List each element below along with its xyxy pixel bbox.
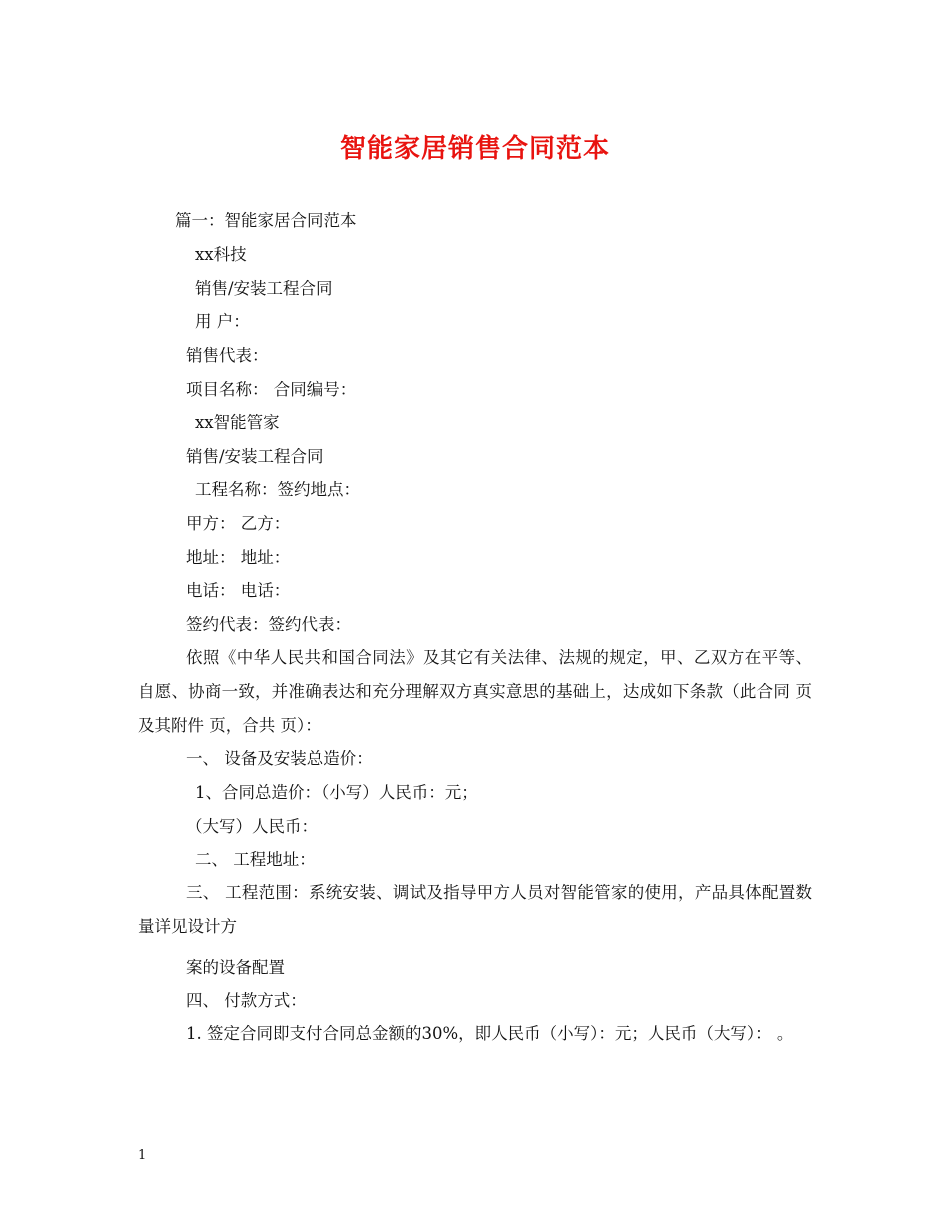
scope-continuation: 案的设备配置	[186, 958, 285, 977]
parties-field: 甲方： 乙方：	[186, 514, 291, 533]
phone-field: 电话： 电话：	[186, 581, 291, 600]
section-2-heading: 二、 工程地址：	[195, 850, 316, 869]
section-1-item-1: 1、合同总造价：（小写）人民币：元；	[195, 783, 478, 802]
contract-type-line: 销售/安装工程合同	[195, 279, 333, 298]
company-line: xx科技	[195, 245, 247, 264]
signatory-field: 签约代表：签约代表：	[186, 615, 351, 634]
section-1-item-2: （大写）人民币：	[186, 817, 318, 836]
sales-rep-field: 销售代表：	[186, 346, 269, 365]
page-number: 1	[138, 1148, 147, 1163]
document-title: 智能家居销售合同范本	[339, 134, 610, 164]
project-name-location-field: 工程名称：签约地点：	[195, 480, 360, 499]
product-line: xx智能管家	[195, 413, 280, 432]
scope-paragraph: 三、 工程范围：系统安装、调试及指导甲方人员对智能管家的使用，产品具体配置数量详见设计方	[138, 883, 812, 936]
section-1-heading: 一、 设备及安装总造价：	[186, 749, 373, 768]
section-4-heading: 四、 付款方式：	[186, 991, 307, 1010]
contract-type-line-2: 销售/安装工程合同	[186, 447, 324, 466]
basis-paragraph: 依照《中华人民共和国合同法》及其它有关法律、法规的规定，甲、乙双方在平等、自愿、协商一致，并准确表达和充分理解双方真实意思的基础上，达成如下条款（此合同 页及其附件 页，合共 页）：	[138, 648, 812, 735]
project-name-field: 项目名称： 合同编号：	[186, 380, 357, 399]
chapter-heading: 篇一：智能家居合同范本	[175, 211, 357, 230]
user-field: 用 户：	[195, 312, 250, 331]
address-field: 地址： 地址：	[186, 548, 291, 567]
payment-paragraph: 1. 签定合同即支付合同总金额的30%，即人民币（小写）：元；人民币（大写）： 。	[186, 1024, 794, 1043]
